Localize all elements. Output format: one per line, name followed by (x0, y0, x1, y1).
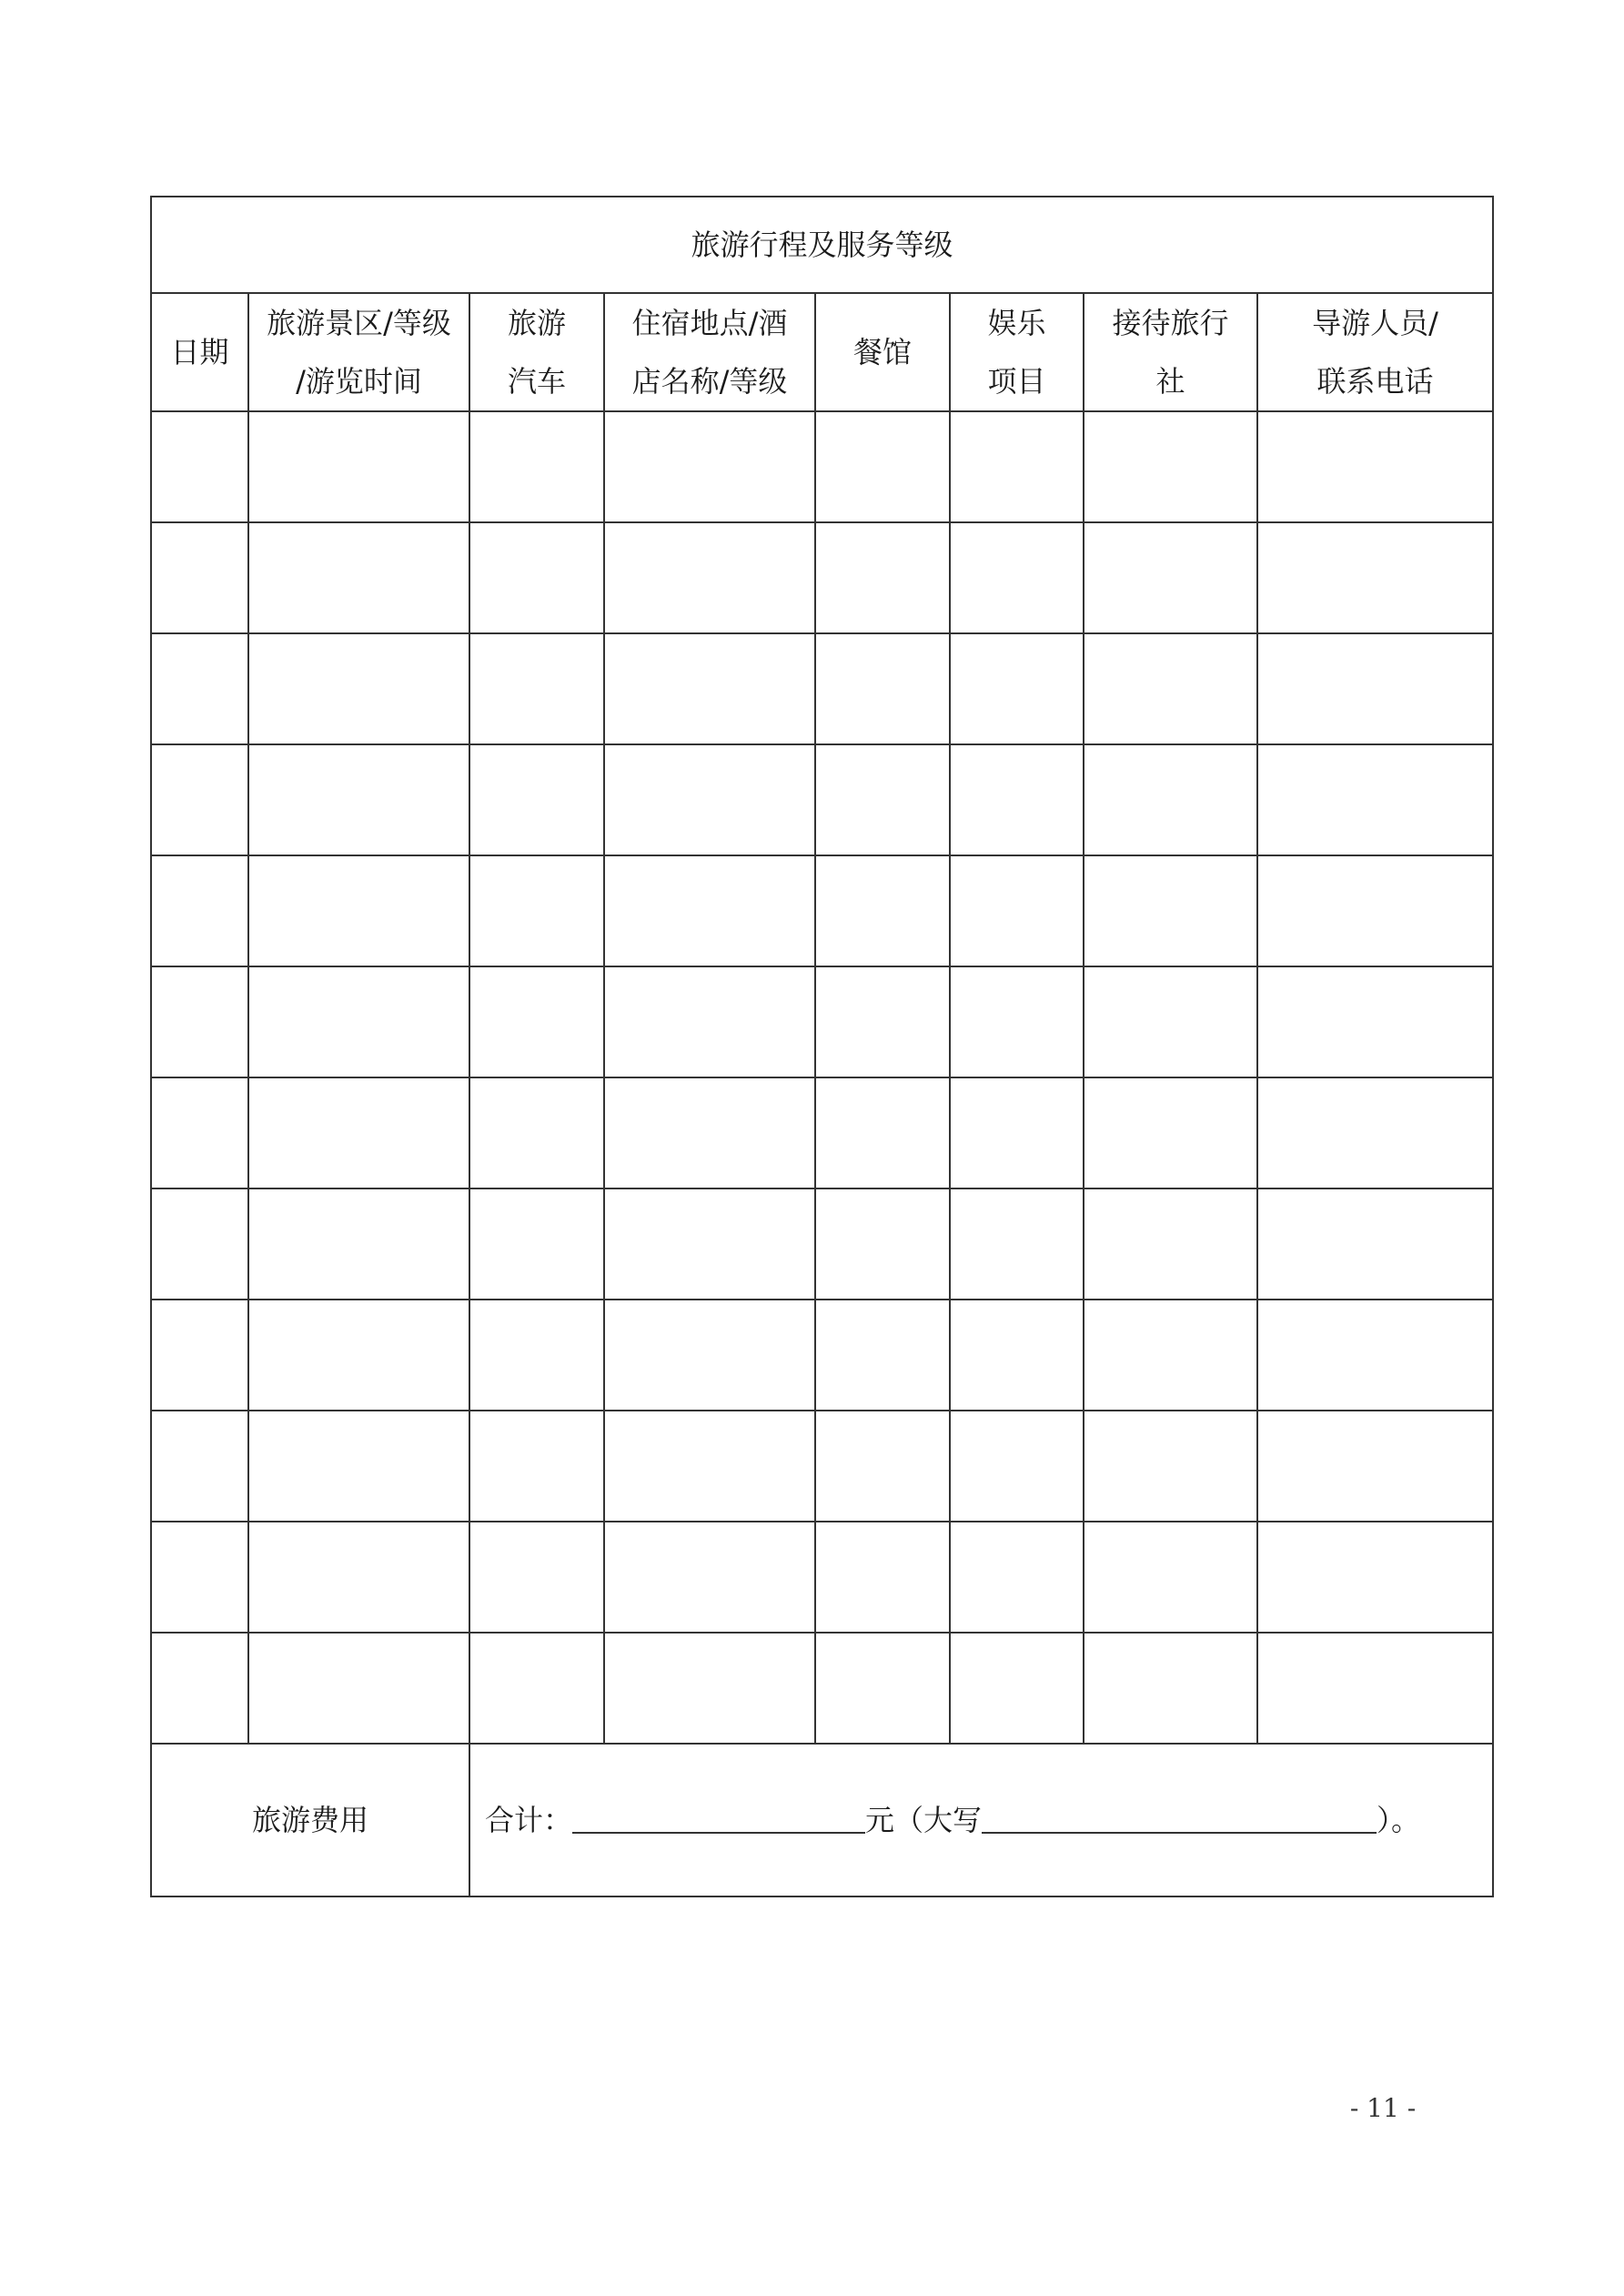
cell-travel-agency[interactable] (1084, 855, 1257, 966)
cell-restaurant[interactable] (815, 633, 950, 744)
cell-entertainment[interactable] (950, 855, 1084, 966)
cell-accommodation[interactable] (604, 744, 815, 855)
cell-travel-agency[interactable] (1084, 1300, 1257, 1411)
cell-scenic-spot[interactable] (248, 966, 469, 1077)
cell-tour-guide[interactable] (1257, 522, 1493, 633)
itinerary-table (150, 196, 1494, 1897)
table-row (151, 744, 1493, 855)
table-row (151, 522, 1493, 633)
cell-travel-agency[interactable] (1084, 1188, 1257, 1300)
col-header-accommodation-line2: 店名称/等级 (631, 364, 788, 399)
cell-travel-agency[interactable] (1084, 633, 1257, 744)
cell-tour-guide[interactable] (1257, 411, 1493, 522)
cell-tour-bus[interactable] (469, 1411, 604, 1522)
cell-restaurant[interactable] (815, 1633, 950, 1744)
table-row (151, 966, 1493, 1077)
cell-travel-agency[interactable] (1084, 411, 1257, 522)
cell-entertainment[interactable] (950, 1411, 1084, 1522)
cell-restaurant[interactable] (815, 1411, 950, 1522)
cell-date[interactable] (151, 633, 248, 744)
cell-tour-bus[interactable] (469, 1300, 604, 1411)
cell-accommodation[interactable] (604, 1077, 815, 1188)
cell-accommodation[interactable] (604, 1188, 815, 1300)
cell-entertainment[interactable] (950, 744, 1084, 855)
fee-label: 旅游费用 (151, 1744, 469, 1896)
cell-tour-bus[interactable] (469, 1077, 604, 1188)
cell-tour-guide[interactable] (1257, 1077, 1493, 1188)
cell-tour-bus[interactable] (469, 744, 604, 855)
col-header-travel-agency-line1: 接待旅行 (1112, 306, 1229, 340)
cell-restaurant[interactable] (815, 522, 950, 633)
cell-entertainment[interactable] (950, 1188, 1084, 1300)
cell-restaurant[interactable] (815, 966, 950, 1077)
cell-restaurant[interactable] (815, 855, 950, 966)
col-header-travel-agency (1084, 293, 1257, 411)
col-header-travel-agency-line2: 社 (1155, 364, 1185, 399)
fee-value-cell (469, 1744, 1493, 1896)
cell-restaurant[interactable] (815, 1300, 950, 1411)
cell-accommodation[interactable] (604, 522, 815, 633)
cell-tour-guide[interactable] (1257, 633, 1493, 744)
cell-travel-agency[interactable] (1084, 1077, 1257, 1188)
col-header-restaurant (815, 293, 950, 411)
cell-date[interactable] (151, 1633, 248, 1744)
table-row (151, 1300, 1493, 1411)
table-row (151, 411, 1493, 522)
fee-closing-text: ）。 (1377, 1803, 1421, 1837)
cell-entertainment[interactable] (950, 633, 1084, 744)
cell-scenic-spot[interactable] (248, 522, 469, 633)
cell-accommodation[interactable] (604, 411, 815, 522)
cell-restaurant[interactable] (815, 411, 950, 522)
col-header-tour-guide-line1: 导游人员/ (1312, 306, 1438, 340)
cell-scenic-spot[interactable] (248, 1188, 469, 1300)
cell-accommodation[interactable] (604, 1411, 815, 1522)
fee-amount-in-words-blank[interactable] (982, 1801, 1377, 1834)
cell-tour-guide[interactable] (1257, 1188, 1493, 1300)
fee-amount-blank[interactable] (572, 1801, 865, 1834)
cell-travel-agency[interactable] (1084, 966, 1257, 1077)
cell-restaurant[interactable] (815, 1077, 950, 1188)
cell-date[interactable] (151, 744, 248, 855)
cell-scenic-spot[interactable] (248, 744, 469, 855)
cell-accommodation[interactable] (604, 1522, 815, 1633)
page-number: - 11 - (1349, 2093, 1417, 2123)
cell-entertainment[interactable] (950, 411, 1084, 522)
cell-date[interactable] (151, 1077, 248, 1188)
cell-scenic-spot[interactable] (248, 855, 469, 966)
cell-tour-bus[interactable] (469, 1188, 604, 1300)
cell-scenic-spot[interactable] (248, 1300, 469, 1411)
cell-restaurant[interactable] (815, 744, 950, 855)
col-header-accommodation (604, 293, 815, 411)
col-header-scenic-spot-line1: 旅游景区/等级 (267, 306, 451, 340)
col-header-tour-bus (469, 293, 604, 411)
cell-date[interactable] (151, 1188, 248, 1300)
col-header-scenic-spot-line2: /游览时间 (296, 364, 422, 399)
cell-tour-bus[interactable] (469, 1522, 604, 1633)
cell-travel-agency[interactable] (1084, 522, 1257, 633)
cell-entertainment[interactable] (950, 1300, 1084, 1411)
header-row (151, 293, 1493, 411)
cell-tour-bus[interactable] (469, 411, 604, 522)
cell-scenic-spot[interactable] (248, 411, 469, 522)
table-title: 旅游行程及服务等级 (151, 197, 1493, 293)
cell-tour-guide[interactable] (1257, 855, 1493, 966)
col-header-entertainment-line2: 项目 (987, 364, 1046, 399)
cell-tour-guide[interactable] (1257, 1300, 1493, 1411)
cell-date[interactable] (151, 1522, 248, 1633)
cell-tour-guide[interactable] (1257, 1633, 1493, 1744)
table-row (151, 1077, 1493, 1188)
fee-total-label: 合计： (485, 1803, 573, 1837)
cell-tour-guide[interactable] (1257, 1522, 1493, 1633)
cell-tour-guide[interactable] (1257, 1411, 1493, 1522)
cell-scenic-spot[interactable] (248, 1522, 469, 1633)
cell-date[interactable] (151, 522, 248, 633)
col-header-date-line1: 日期 (170, 335, 229, 369)
cell-tour-guide[interactable] (1257, 966, 1493, 1077)
table-row (151, 1522, 1493, 1633)
cell-date[interactable] (151, 855, 248, 966)
cell-scenic-spot[interactable] (248, 1633, 469, 1744)
col-header-tour-guide (1257, 293, 1493, 411)
col-header-tour-bus-line2: 汽车 (507, 364, 566, 399)
cell-scenic-spot[interactable] (248, 1411, 469, 1522)
table-row (151, 855, 1493, 966)
cell-entertainment[interactable] (950, 1633, 1084, 1744)
cell-date[interactable] (151, 1300, 248, 1411)
cell-tour-bus[interactable] (469, 633, 604, 744)
cell-accommodation[interactable] (604, 855, 815, 966)
cell-travel-agency[interactable] (1084, 1411, 1257, 1522)
cell-tour-bus[interactable] (469, 1633, 604, 1744)
fee-unit-text: 元（大写 (865, 1803, 983, 1837)
col-header-entertainment (950, 293, 1084, 411)
cell-travel-agency[interactable] (1084, 1522, 1257, 1633)
table-row (151, 1411, 1493, 1522)
cell-entertainment[interactable] (950, 1522, 1084, 1633)
cell-restaurant[interactable] (815, 1188, 950, 1300)
table-row (151, 1188, 1493, 1300)
col-header-tour-bus-line1: 旅游 (507, 306, 566, 340)
cell-accommodation[interactable] (604, 633, 815, 744)
cell-accommodation[interactable] (604, 1633, 815, 1744)
table-row (151, 1633, 1493, 1744)
cell-accommodation[interactable] (604, 1300, 815, 1411)
cell-tour-guide[interactable] (1257, 744, 1493, 855)
col-header-date (151, 293, 248, 411)
cell-restaurant[interactable] (815, 1522, 950, 1633)
cell-entertainment[interactable] (950, 966, 1084, 1077)
cell-scenic-spot[interactable] (248, 633, 469, 744)
cell-tour-bus[interactable] (469, 522, 604, 633)
col-header-accommodation-line1: 住宿地点/酒 (631, 306, 788, 340)
col-header-entertainment-line1: 娱乐 (987, 306, 1046, 340)
cell-tour-bus[interactable] (469, 855, 604, 966)
cell-entertainment[interactable] (950, 1077, 1084, 1188)
cell-accommodation[interactable] (604, 966, 815, 1077)
cell-date[interactable] (151, 1411, 248, 1522)
cell-tour-bus[interactable] (469, 966, 604, 1077)
cell-entertainment[interactable] (950, 522, 1084, 633)
col-header-scenic-spot (248, 293, 469, 411)
cell-date[interactable] (151, 966, 248, 1077)
cell-travel-agency[interactable] (1084, 1633, 1257, 1744)
cell-date[interactable] (151, 411, 248, 522)
table-row (151, 633, 1493, 744)
fee-row (151, 1744, 1493, 1896)
cell-travel-agency[interactable] (1084, 744, 1257, 855)
col-header-restaurant-line1: 餐馆 (852, 335, 912, 369)
cell-scenic-spot[interactable] (248, 1077, 469, 1188)
col-header-tour-guide-line2: 联系电话 (1316, 364, 1434, 399)
